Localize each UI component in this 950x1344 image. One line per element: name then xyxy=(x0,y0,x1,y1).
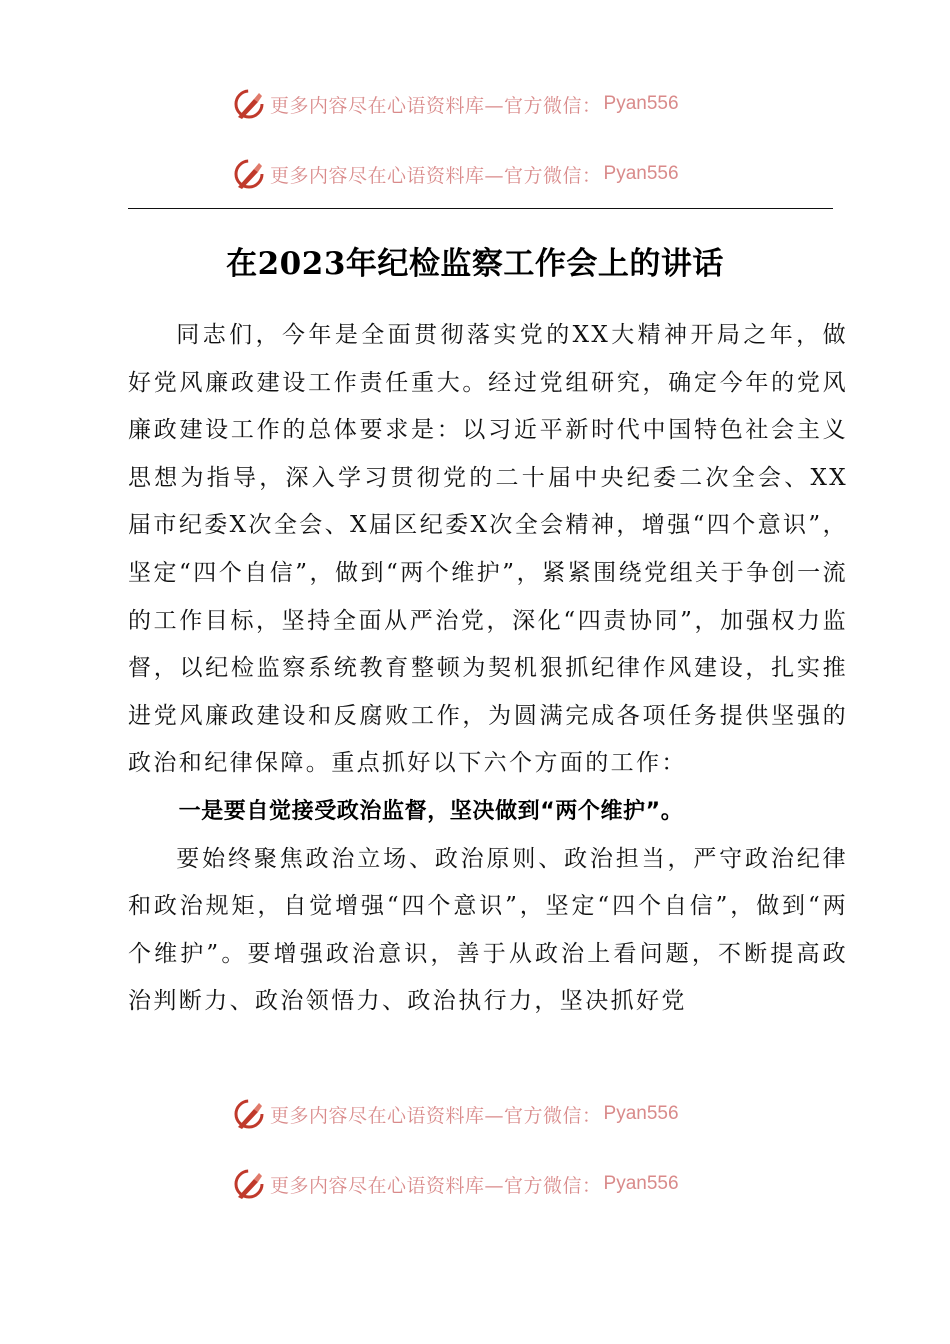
watermark-text: 更多内容尽在心语资料库—官方微信： xyxy=(270,1174,602,1197)
watermark-banner-bottom-2 xyxy=(0,1164,950,1204)
pen-logo-icon xyxy=(232,1167,266,1201)
watermark-text: 更多内容尽在心语资料库—官方微信： xyxy=(270,94,602,117)
watermark-wechat-id: Pyan556 xyxy=(603,1173,679,1194)
watermark-wechat-id: Pyan556 xyxy=(603,1103,679,1124)
watermark-text: 更多内容尽在心语资料库—官方微信： xyxy=(270,1104,602,1127)
document-body xyxy=(128,312,848,1026)
pen-logo-icon xyxy=(232,157,266,191)
section-paragraph-1: 要始终聚焦政治立场、政治原则、政治担当，严守政治纪律和政治规矩，自觉增强“四个意识”，坚定“四个自信”，做到“两个维护”。要增强政治意识，善于从政治上看问题，不断提高政治判断力、政治领悟力、政治执行力，坚决抓好党 xyxy=(128,845,848,1015)
watermark-wechat-id: Pyan556 xyxy=(603,93,679,114)
watermark-banner-top-2 xyxy=(0,154,950,194)
pen-logo-icon xyxy=(232,87,266,121)
watermark-banner-bottom-1 xyxy=(0,1094,950,1134)
watermark-text: 更多内容尽在心语资料库—官方微信： xyxy=(270,164,602,187)
document-title: 在2023年纪检监察工作会上的讲话 xyxy=(226,246,724,282)
header-divider xyxy=(128,208,833,209)
pen-logo-icon xyxy=(232,1097,266,1131)
watermark-wechat-id: Pyan556 xyxy=(603,163,679,184)
section-heading-1: 一是要自觉接受政治监督，坚决做到“两个维护”。 xyxy=(178,798,684,824)
watermark-banner-top-1 xyxy=(0,84,950,124)
intro-paragraph: 同志们，今年是全面贯彻落实党的XX大精神开局之年，做好党风廉政建设工作责任重大。经过党组研究，确定今年的党风廉政建设工作的总体要求是：以习近平新时代中国特色社会主义思想为指导，深入学习贯彻党的二十届中央纪委二次全会、XX届市纪委X次全会、X届区纪委X次全会精神，增强“四个意识”，坚定“四个自信”，做到“两个维护”，紧紧围绕党组关于争创一流的工作目标，坚持全面从严治党，深化“四责协同”，加强权力监督，以纪检监察系统教育整顿为契机狠抓纪律作风建设，扎实推进党风廉政建设和反腐败工作，为圆满完成各项任务提供坚强的政治和纪律保障。重点抓好以下六个方面的工作： xyxy=(128,322,848,777)
